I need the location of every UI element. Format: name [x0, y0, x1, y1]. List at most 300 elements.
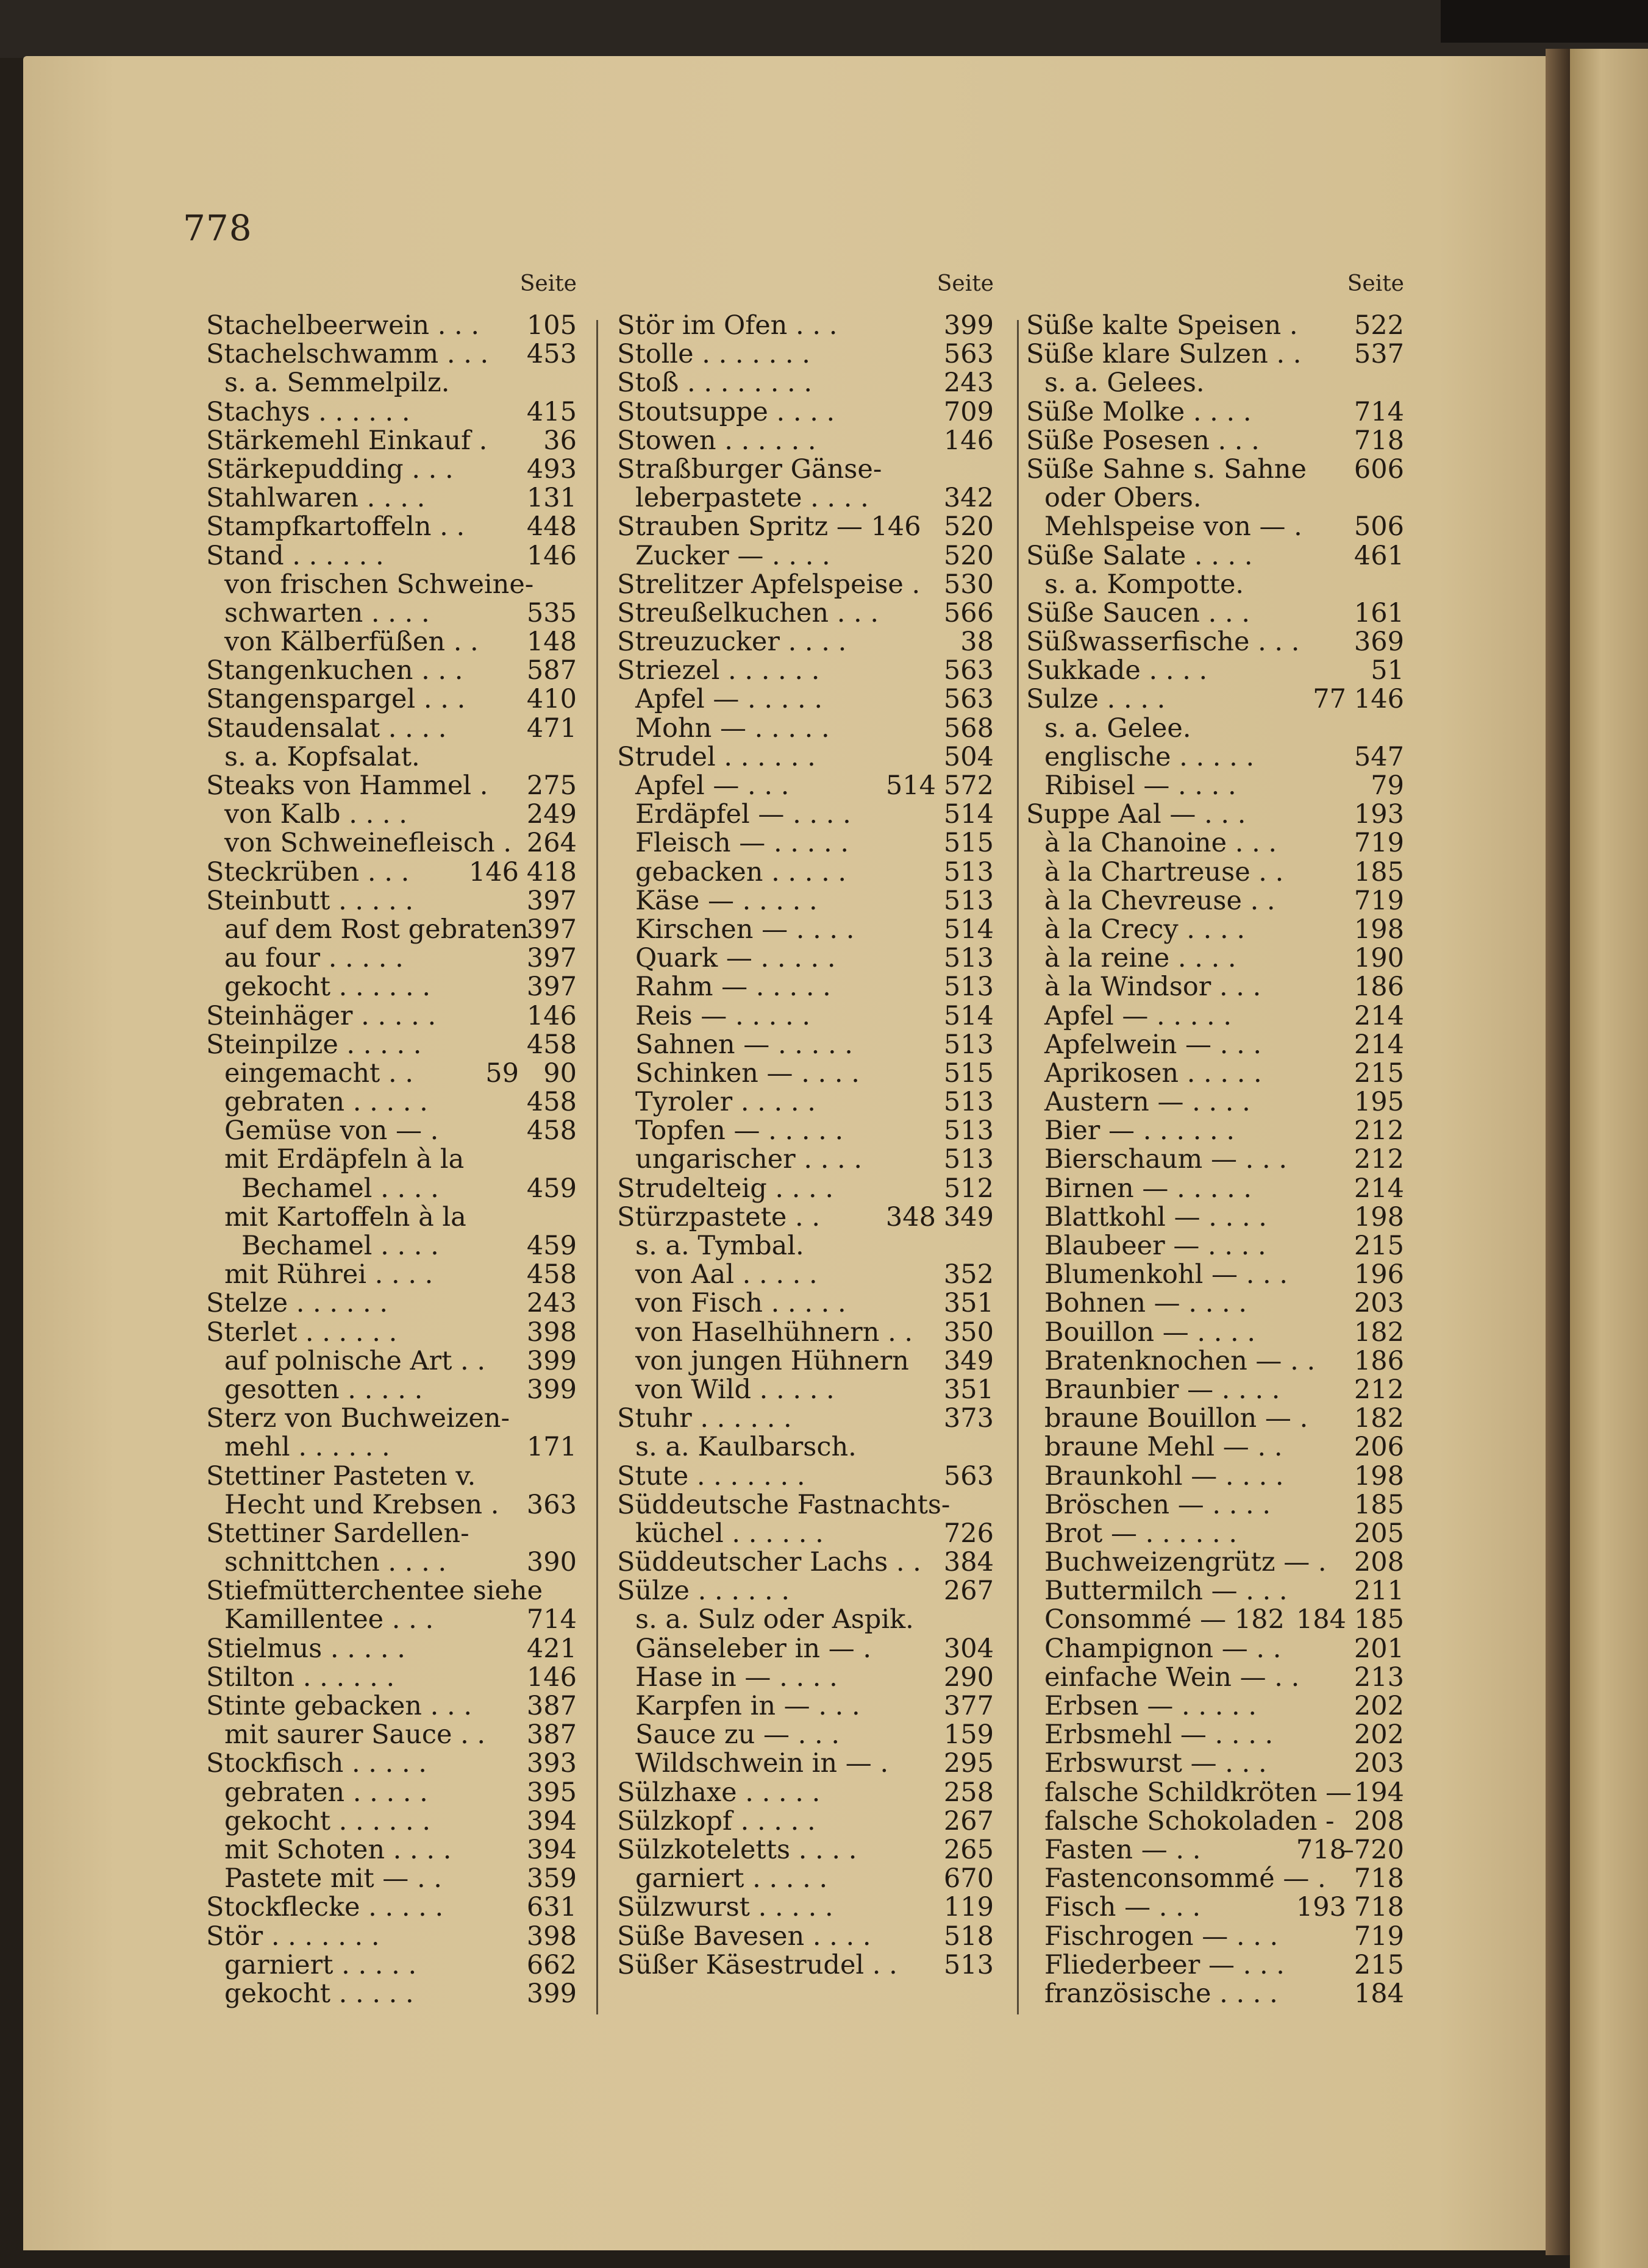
entry-label: Brot — . . . . . .: [1044, 1518, 1238, 1549]
entry-page: 397: [526, 972, 577, 1003]
index-entry: [206, 1260, 577, 1289]
index-entry: [617, 1520, 994, 1548]
index-entry: [1026, 685, 1404, 714]
index-entry: [206, 772, 577, 800]
index-entry: [1026, 1088, 1404, 1117]
entry-label: Stangenspargel . . .: [206, 684, 466, 715]
index-entry: [206, 398, 577, 427]
entry-page: 537: [1354, 339, 1404, 370]
index-entry: [1026, 1289, 1404, 1318]
index-entry: [617, 1260, 994, 1289]
entry-label: Süße kalte Speisen .: [1026, 310, 1298, 341]
entry-label: Süddeutscher Lachs . .: [617, 1547, 921, 1578]
entry-page: 36: [543, 425, 577, 456]
entry-label: Stockflecke . . . . .: [206, 1892, 444, 1923]
index-entry: [1026, 1347, 1404, 1376]
book-tab: [1441, 0, 1648, 43]
entry-label: gebraten . . . . .: [224, 1087, 428, 1118]
entry-page: 506: [1354, 511, 1404, 542]
index-entry: [206, 1980, 577, 2008]
entry-page: 394: [526, 1805, 577, 1836]
index-entry: [617, 1749, 994, 1778]
entry-page: 79: [1371, 770, 1404, 801]
entry-label: Süße Posesen . . .: [1026, 425, 1260, 456]
entry-page: 399: [943, 310, 994, 341]
index-entry: [1026, 1749, 1404, 1778]
entry-label: Stettiner Pasteten v.: [206, 1460, 476, 1491]
entry-label: Tyroler . . . . .: [635, 1087, 816, 1118]
index-entry: [206, 1721, 577, 1749]
index-entry: [206, 915, 577, 944]
entry-page: 211: [1354, 1576, 1404, 1607]
entry-label: falsche Schildkröten —: [1044, 1777, 1352, 1808]
index-entry: [617, 1376, 994, 1404]
index-entry: [1026, 369, 1404, 397]
index-entry: [206, 1289, 577, 1318]
entry-label: gebacken . . . . .: [635, 856, 847, 887]
entry-page: 718: [1354, 1863, 1404, 1894]
entry-page: 185: [1354, 856, 1404, 887]
index-entry: [617, 1433, 994, 1462]
index-entry: [206, 571, 577, 599]
entry-label: Striezel . . . . . .: [617, 655, 820, 686]
index-entry: [617, 628, 994, 656]
entry-label: von Haselhühnern . .: [635, 1317, 913, 1348]
entry-label: Gänseleber in — .: [635, 1633, 872, 1664]
entry-label: Sülzhaxe . . . . .: [617, 1777, 821, 1808]
entry-label: Bechamel . . . .: [241, 1231, 439, 1261]
entry-label: Bohnen — . . . .: [1044, 1288, 1247, 1319]
seite-header: Seite: [1347, 271, 1404, 296]
entry-label: von frischen Schweine-: [224, 569, 534, 600]
index-entry: [617, 1663, 994, 1692]
entry-page: 182: [1354, 1317, 1404, 1348]
entry-label: ungarischer . . . .: [635, 1144, 863, 1175]
entry-label: mit Rührei . . . .: [224, 1259, 433, 1290]
entry-page: 212: [1354, 1144, 1404, 1175]
entry-page-secondary: 146: [468, 856, 519, 887]
entry-page: 373: [943, 1403, 994, 1434]
entry-page: 384: [943, 1547, 994, 1578]
index-entry: [617, 1404, 994, 1433]
index-entry: [617, 1002, 994, 1031]
entry-label: Erbswurst — . . .: [1044, 1748, 1267, 1779]
entry-label: Sauce zu — . . .: [635, 1719, 840, 1751]
entry-page: 213: [1354, 1662, 1404, 1693]
entry-label: mit Erdäpfeln à la: [224, 1144, 465, 1175]
entry-label: Steckrüben . . .: [206, 856, 410, 887]
index-entry: [617, 656, 994, 685]
index-entry: [206, 800, 577, 829]
entry-page: 471: [526, 713, 577, 744]
entry-page: 535: [526, 597, 577, 628]
column-divider: [596, 320, 598, 2014]
entry-label: Kamillentee . . .: [224, 1604, 434, 1635]
entry-label: Süddeutsche Fastnachts-: [617, 1489, 951, 1520]
index-entry: [206, 1203, 577, 1232]
entry-page: 587: [526, 655, 577, 686]
entry-page: 193: [1354, 799, 1404, 830]
index-entry: [206, 1922, 577, 1951]
entry-label: Stand . . . . . .: [206, 540, 384, 571]
index-entry: [617, 1779, 994, 1807]
index-entry: [206, 1548, 577, 1577]
entry-page: 563: [943, 1460, 994, 1491]
entry-label: Süße Molke . . . .: [1026, 396, 1252, 427]
index-entry: [617, 1605, 994, 1634]
index-entries: [206, 311, 577, 2008]
entry-label: s. a. Sulz oder Aspik.: [635, 1604, 914, 1635]
entry-page: 369: [1354, 627, 1404, 658]
entry-page: 631: [526, 1892, 577, 1923]
entry-page: 215: [1354, 1231, 1404, 1261]
entry-label: Strelitzer Apfelspeise .: [617, 569, 921, 600]
index-entry: [1026, 1203, 1404, 1232]
entry-page: 515: [943, 1058, 994, 1089]
entry-label: Süße Sahne s. Sahne: [1026, 453, 1307, 485]
entry-page: 399: [526, 1345, 577, 1376]
index-entry: [1026, 1663, 1404, 1692]
entry-page: 146: [1354, 684, 1404, 715]
entry-page: 458: [526, 1029, 577, 1060]
adjacent-page-edge: [1570, 49, 1648, 2268]
index-entry: [1026, 1807, 1404, 1836]
index-entry: [206, 973, 577, 1001]
entry-page: 714: [1354, 396, 1404, 427]
entry-label: Stoutsuppe . . . .: [617, 396, 835, 427]
entry-label: Käse — . . . . .: [635, 885, 818, 916]
index-entry: [206, 829, 577, 858]
index-entry: [617, 1922, 994, 1951]
entry-page: 415: [526, 396, 577, 427]
entry-label: Schinken — . . . .: [635, 1058, 860, 1089]
index-entry: [206, 1663, 577, 1692]
entry-page: 90: [543, 1058, 577, 1089]
index-entry: [1026, 1721, 1404, 1749]
entry-page: 393: [526, 1748, 577, 1779]
entry-label: Zucker — . . . .: [635, 540, 830, 571]
entry-page: 258: [943, 1777, 994, 1808]
entry-label: Stampfkartoffeln . .: [206, 511, 465, 542]
index-entry: [1026, 484, 1404, 513]
index-entry: [206, 944, 577, 973]
entry-page: 208: [1354, 1547, 1404, 1578]
entry-label: Straßburger Gänse-: [617, 453, 882, 485]
entry-page: 513: [943, 972, 994, 1003]
index-entry: [617, 772, 994, 800]
index-entry: [206, 887, 577, 915]
entry-label: Blumenkohl — . . .: [1044, 1259, 1288, 1290]
entry-label: Stoß . . . . . . . .: [617, 368, 813, 399]
entry-label: Sülze . . . . . .: [617, 1576, 790, 1607]
entry-label: Kirschen — . . . .: [635, 914, 855, 945]
index-entry: [206, 1462, 577, 1491]
entry-label: Pastete mit — . .: [224, 1863, 442, 1894]
entry-page: 148: [526, 627, 577, 658]
index-entry: [1026, 513, 1404, 541]
entry-page: 719: [1354, 885, 1404, 916]
entry-label: leberpastete . . . .: [635, 483, 869, 514]
entry-page: 201: [1354, 1633, 1404, 1664]
entry-page: 198: [1354, 914, 1404, 945]
index-entry: [1026, 1980, 1404, 2008]
entry-label: à la Chanoine . . .: [1044, 828, 1277, 859]
entry-label: Staudensalat . . . .: [206, 713, 447, 744]
entry-label: garniert . . . . .: [224, 1949, 417, 1980]
entry-label: Mehlspeise von — .: [1044, 511, 1302, 542]
index-entry: [617, 513, 994, 541]
index-entry: [617, 1318, 994, 1347]
entry-page: 387: [526, 1691, 577, 1721]
entry-label: Strudel . . . . . .: [617, 741, 816, 772]
entry-page: 243: [526, 1288, 577, 1319]
index-entry: [206, 1749, 577, 1778]
entry-page: 458: [526, 1115, 577, 1146]
entry-label: Reis — . . . . .: [635, 1000, 810, 1031]
entry-label: Strauben Spritz — 146: [617, 511, 921, 542]
entry-label: englische . . . . .: [1044, 741, 1255, 772]
entry-page: 513: [943, 1144, 994, 1175]
entry-page: 185: [1354, 1489, 1404, 1520]
index-entry: [206, 1605, 577, 1634]
entry-label: braune Mehl — . .: [1044, 1432, 1283, 1463]
entry-page: 572: [943, 770, 994, 801]
entry-page-secondary: 718: [1296, 1834, 1346, 1865]
entry-page: 146: [526, 540, 577, 571]
entry-label: Stilton . . . . . .: [206, 1662, 395, 1693]
entry-label: s. a. Tymbal.: [635, 1231, 804, 1261]
entry-label: Stowen . . . . . .: [617, 425, 816, 456]
entry-page: 493: [526, 453, 577, 485]
entry-label: Süße klare Sulzen . .: [1026, 339, 1302, 370]
index-entry: [206, 1318, 577, 1347]
entry-page: 195: [1354, 1087, 1404, 1118]
entry-label: s. a. Kopfsalat.: [224, 741, 420, 772]
index-entry: [1026, 599, 1404, 628]
index-entry: [206, 628, 577, 656]
index-entry: [1026, 1260, 1404, 1289]
entry-label: eingemacht . .: [224, 1058, 414, 1089]
index-entry: [206, 1088, 577, 1117]
index-entry: [617, 1951, 994, 1980]
index-entry: [206, 1404, 577, 1433]
index-entry: [206, 1865, 577, 1893]
entry-page: 662: [526, 1949, 577, 1980]
index-entry: [206, 1117, 577, 1145]
entry-page: 208: [1354, 1805, 1404, 1836]
index-entry: [617, 1807, 994, 1836]
entry-label: Streußelkuchen . . .: [617, 597, 879, 628]
entry-label: Sulze . . . .: [1026, 684, 1166, 715]
index-entry: [1026, 973, 1404, 1001]
index-entry: [617, 1059, 994, 1088]
index-entry: [206, 743, 577, 772]
index-entry: [617, 1577, 994, 1605]
entry-page: 131: [526, 483, 577, 514]
index-entry: [617, 1462, 994, 1491]
index-entry: [617, 1232, 994, 1260]
index-entry: [206, 1577, 577, 1605]
index-entry: [1026, 1002, 1404, 1031]
index-entry: [1026, 1605, 1404, 1634]
entry-label: Süßer Käsestrudel . .: [617, 1949, 897, 1980]
entry-page: 513: [943, 943, 994, 974]
entry-label: Erdäpfel — . . . .: [635, 799, 851, 830]
index-entry: [1026, 714, 1404, 743]
index-entry: [1026, 542, 1404, 571]
index-entry: [206, 1031, 577, 1059]
index-entry: [1026, 772, 1404, 800]
entry-page: 202: [1354, 1691, 1404, 1721]
entry-page: 349: [943, 1201, 994, 1232]
entry-label: Apfel — . . .: [635, 770, 790, 801]
entry-label: Sahnen — . . . . .: [635, 1029, 853, 1060]
entry-page: 290: [943, 1662, 994, 1693]
entry-label: auf polnische Art . .: [224, 1345, 486, 1376]
index-entry: [1026, 1059, 1404, 1088]
entry-page: 395: [526, 1777, 577, 1808]
entry-label: Streuzucker . . . .: [617, 627, 847, 658]
entry-label: garniert . . . . .: [635, 1863, 828, 1894]
entry-page: 418: [526, 856, 577, 887]
entry-page: 265: [943, 1834, 994, 1865]
entry-label: Stärkepudding . . .: [206, 453, 454, 485]
entry-page: 206: [1354, 1432, 1404, 1463]
index-entry: [206, 656, 577, 685]
entry-page: 459: [526, 1173, 577, 1204]
entry-label: Stuhr . . . . . .: [617, 1403, 792, 1434]
entry-label: Hecht und Krebsen .: [224, 1489, 499, 1520]
entry-label: Stelze . . . . . .: [206, 1288, 388, 1319]
index-entry: [1026, 1462, 1404, 1491]
entry-page: 198: [1354, 1201, 1404, 1232]
entry-label: gesotten . . . . .: [224, 1374, 423, 1405]
entry-page: 726: [943, 1518, 994, 1549]
entry-label: à la Windsor . . .: [1044, 972, 1261, 1003]
entry-label: Karpfen in — . . .: [635, 1691, 860, 1721]
index-entry: [206, 1836, 577, 1865]
index-entry: [1026, 1031, 1404, 1059]
entry-label: Sülzwurst . . . . .: [617, 1892, 833, 1923]
entry-label: Ribisel — . . . .: [1044, 770, 1236, 801]
entry-label: Blaubeer — . . . .: [1044, 1231, 1266, 1261]
index-entry: [206, 1347, 577, 1376]
entry-page: 363: [526, 1489, 577, 1520]
entry-page: 421: [526, 1633, 577, 1664]
entry-page: 264: [526, 828, 577, 859]
index-entry: [1026, 1548, 1404, 1577]
entry-label: Consommé — 182: [1044, 1604, 1285, 1635]
index-entry: [1026, 944, 1404, 973]
column-divider: [1017, 320, 1019, 2014]
entry-label: Fischrogen — . . .: [1044, 1921, 1279, 1952]
entry-label: Buchweizengrütz — .: [1044, 1547, 1327, 1578]
entry-page: 212: [1354, 1115, 1404, 1146]
index-entry: [206, 1433, 577, 1462]
entry-page: 709: [943, 396, 994, 427]
index-entry: [206, 685, 577, 714]
entry-page-secondary: 348: [885, 1201, 936, 1232]
index-entry: [206, 311, 577, 340]
entry-label: Stockfisch . . . . .: [206, 1748, 427, 1779]
entry-page: 512: [943, 1173, 994, 1204]
index-entry: [206, 599, 577, 628]
index-entry: [1026, 1491, 1404, 1520]
entry-label: Sülzkopf . . . . .: [617, 1805, 816, 1836]
entry-page: 105: [526, 310, 577, 341]
entry-label: falsche Schokoladen -: [1044, 1805, 1335, 1836]
index-entry: [617, 1289, 994, 1318]
entry-label: Quark — . . . . .: [635, 943, 836, 974]
entry-page: 161: [1354, 597, 1404, 628]
entry-label: von Kalb . . . .: [224, 799, 407, 830]
index-entry: [617, 1117, 994, 1145]
index-entry: [617, 1635, 994, 1663]
index-entry: [206, 1059, 577, 1088]
index-entry: [1026, 311, 1404, 340]
entry-label: à la Chartreuse . .: [1044, 856, 1284, 887]
entry-page: 394: [526, 1834, 577, 1865]
index-entry: [617, 887, 994, 915]
entry-label: Sülzkoteletts . . . .: [617, 1834, 857, 1865]
entry-page: 267: [943, 1576, 994, 1607]
entry-page: 719: [1354, 1921, 1404, 1952]
entry-label: Sukkade . . . .: [1026, 655, 1208, 686]
index-entry: [206, 1491, 577, 1520]
entry-page: 718: [1354, 425, 1404, 456]
entry-page: 203: [1354, 1288, 1404, 1319]
index-entry: [206, 513, 577, 541]
entry-page: 190: [1354, 943, 1404, 974]
entry-page: 530: [943, 569, 994, 600]
index-entry: [1026, 1520, 1404, 1548]
entry-page: 453: [526, 339, 577, 370]
index-entry: [1026, 1318, 1404, 1347]
entry-label: Apfel — . . . . .: [635, 684, 823, 715]
entry-page: 182: [1354, 1403, 1404, 1434]
index-entry: [1026, 1376, 1404, 1404]
entry-label: auf dem Rost gebraten: [224, 914, 529, 945]
entry-page: 243: [943, 368, 994, 399]
entry-label: Fleisch — . . . . .: [635, 828, 849, 859]
entry-page: 51: [1371, 655, 1404, 686]
entry-page: 513: [943, 1949, 994, 1980]
index-entry: [1026, 455, 1404, 484]
entry-label: mit saurer Sauce . .: [224, 1719, 486, 1751]
index-entry: [617, 398, 994, 427]
entry-label: von Wild . . . . .: [635, 1374, 835, 1405]
entry-label: Stör . . . . . . .: [206, 1921, 380, 1952]
index-entry: [617, 340, 994, 369]
entry-page: 215: [1354, 1949, 1404, 1980]
index-entry: [1026, 1577, 1404, 1605]
index-entry: [206, 1376, 577, 1404]
entry-page: 38: [960, 627, 994, 658]
entry-label: Braunkohl — . . . .: [1044, 1460, 1284, 1491]
entry-page: 399: [526, 1374, 577, 1405]
index-entry: [617, 1088, 994, 1117]
index-entry: [1026, 1433, 1404, 1462]
index-entry: [1026, 1145, 1404, 1174]
entry-page: 410: [526, 684, 577, 715]
entry-page: 196: [1354, 1259, 1404, 1290]
entry-label: Stahlwaren . . . .: [206, 483, 426, 514]
entry-page: 214: [1354, 1000, 1404, 1031]
index-entry: [617, 1031, 994, 1059]
entry-page: 448: [526, 511, 577, 542]
entry-page: 186: [1354, 1345, 1404, 1376]
seite-header: Seite: [519, 271, 577, 296]
